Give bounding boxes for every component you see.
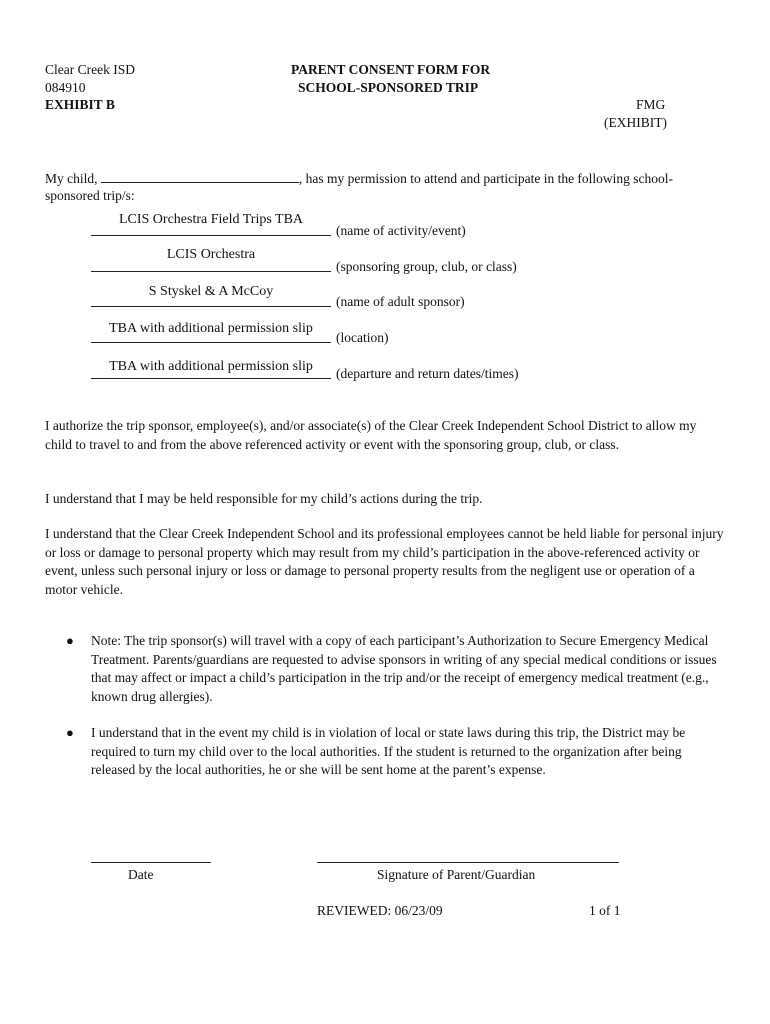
- sponsor-group-line: [91, 271, 331, 272]
- intro-start: My child,: [45, 171, 101, 186]
- bullet-icon: ●: [66, 725, 74, 740]
- responsibility-paragraph: I understand that I may be held responsible for my child’s actions during the trip.: [45, 491, 483, 506]
- dates-line: [91, 378, 331, 379]
- exhibit-label: EXHIBIT B: [45, 97, 115, 112]
- liability-paragraph: I understand that the Clear Creek Independent School and its professional employees cannot be held liable for personal injury or loss or damage to personal property which may result from my child’s participation in the above-referenced activity or event, unless such personal injury or loss or damage to personal property results from the negligent use or operation of a motor vehicle.: [45, 526, 724, 597]
- adult-sponsor-line: [91, 306, 331, 307]
- sponsor-group-label: (sponsoring group, club, or class): [336, 259, 517, 274]
- district-code: 084910: [45, 80, 86, 95]
- date-signature-line[interactable]: [91, 862, 211, 863]
- intro-end: , has my permission to attend and participate in the following school-: [298, 171, 674, 186]
- page-number: 1 of 1: [589, 903, 621, 918]
- intro-line1: [45, 170, 673, 187]
- reviewed-date: REVIEWED: 06/23/09: [317, 903, 443, 918]
- bullet-icon: ●: [66, 633, 74, 648]
- fmg-label: FMG: [636, 97, 666, 112]
- form-title-line1: PARENT CONSENT FORM FOR: [291, 62, 491, 77]
- location-line: [91, 342, 331, 343]
- dates-value: TBA with additional permission slip: [109, 359, 313, 374]
- intro-line2: sponsored trip/s:: [45, 188, 135, 203]
- activity-value: LCIS Orchestra Field Trips TBA: [118, 212, 304, 227]
- legal-violation-bullet: I understand that in the event my child is in violation of local or state laws during this trip, the District may be required to turn my child over to the local authorities. If the student is returned to the organization after being released by the local authorities, he or she will be sent home at the parent’s expense.: [91, 725, 686, 777]
- date-label: Date: [128, 867, 154, 882]
- medical-note-bullet: Note: The trip sponsor(s) will travel with a copy of each participant’s Authorization to Secure Emergency Medical Treatment. Parents/guardians are requested to advise sponsors in writing of any special medical conditions or issues that may affect or impact a child’s participation in the trip and/or the receipt of emergency medical treatment (e.g., known drug allergies).: [91, 633, 717, 704]
- location-value: TBA with additional permission slip: [109, 321, 313, 336]
- activity-line: [91, 235, 331, 236]
- activity-label: (name of activity/event): [336, 223, 466, 238]
- form-title-line2: SCHOOL-SPONSORED TRIP: [298, 80, 479, 95]
- sponsor-group-value: LCIS Orchestra: [166, 247, 256, 262]
- child-name-blank[interactable]: [101, 170, 299, 183]
- parent-signature-line[interactable]: [317, 862, 619, 863]
- dates-label: (departure and return dates/times): [336, 366, 519, 381]
- adult-sponsor-label: (name of adult sponsor): [336, 294, 465, 309]
- fmg-exhibit-label: (EXHIBIT): [604, 115, 667, 130]
- district-name: Clear Creek ISD: [45, 62, 135, 77]
- authorization-paragraph: I authorize the trip sponsor, employee(s), and/or associate(s) of the Clear Creek Independent School District to allow my child to travel to and from the above referenced activity or event with the sponsoring group, club, or class.: [45, 418, 697, 452]
- adult-sponsor-value: S Styskel & A McCoy: [148, 284, 274, 299]
- parent-signature-label: Signature of Parent/Guardian: [377, 867, 536, 882]
- location-label: (location): [336, 330, 389, 345]
